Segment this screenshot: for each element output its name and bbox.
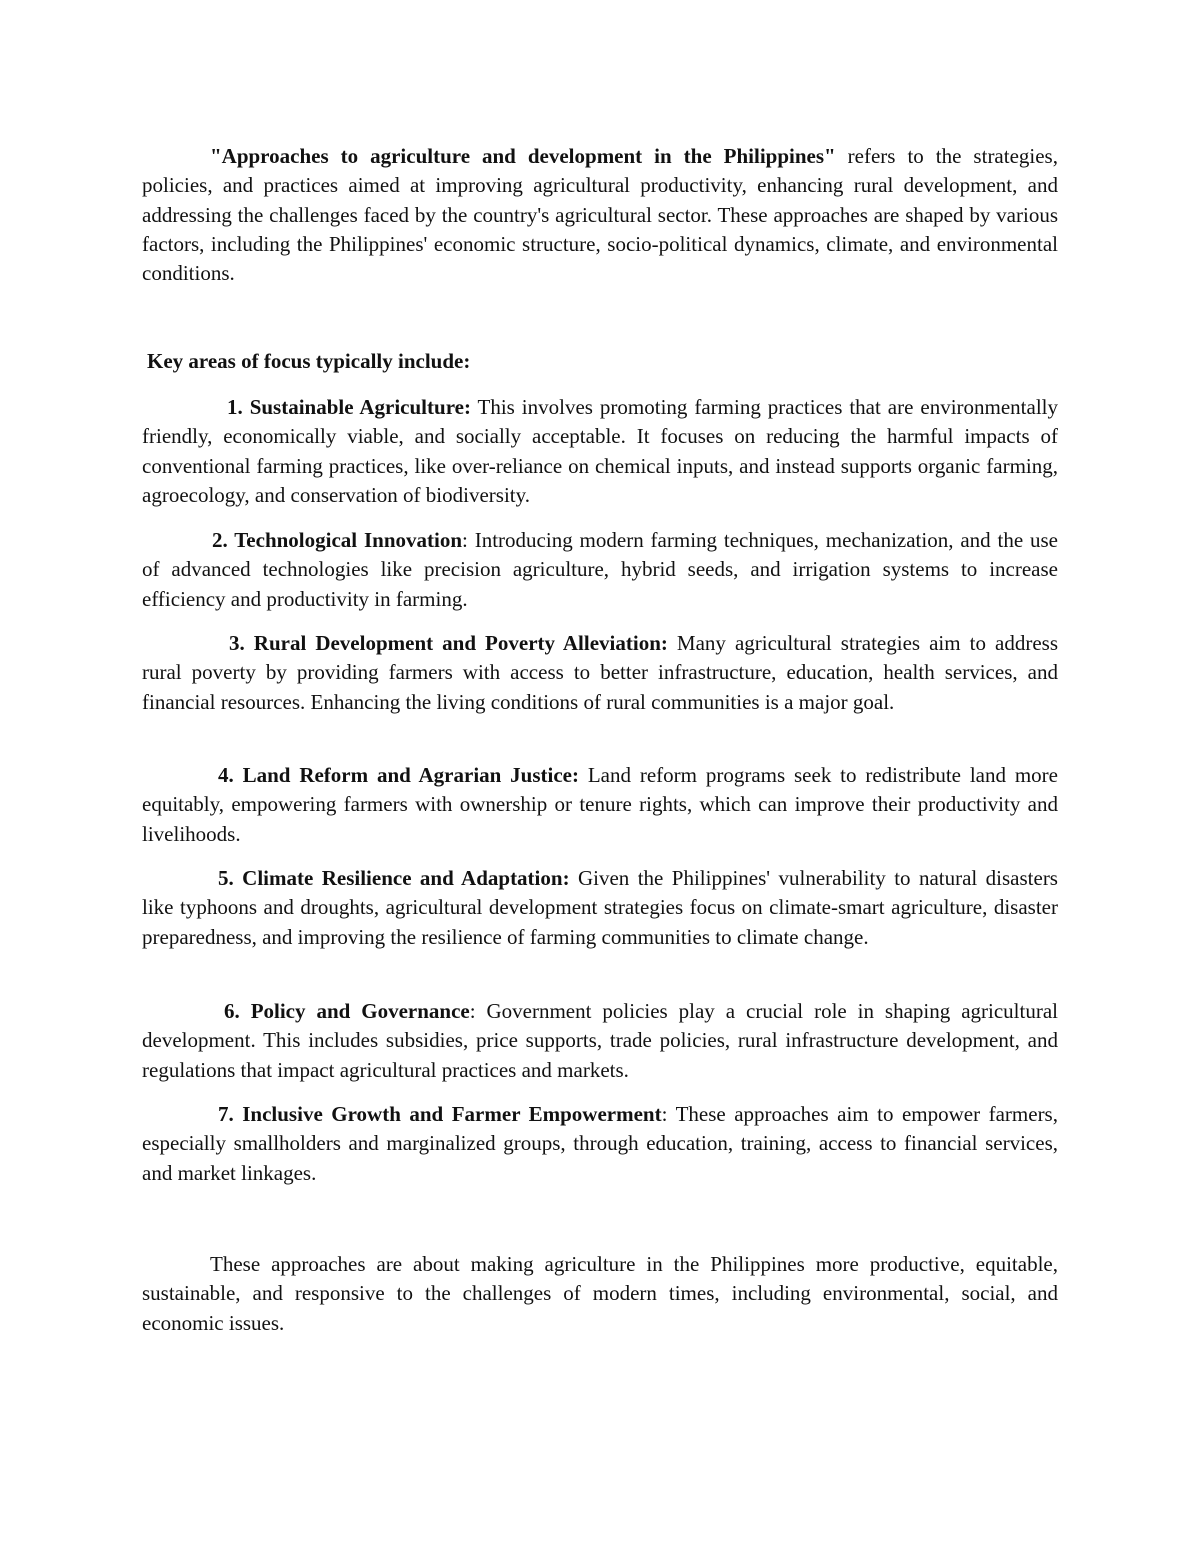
item-label: 7. Inclusive Growth and Farmer Empowerment bbox=[218, 1102, 662, 1126]
intro-text: refers to the strategies, policies, and practices aimed at improving agricultural productivity, enhancing rural development, and addressing the challenges faced by the country's agricultural sector. These approaches are shaped by various factors, including the Philippines' economic structure, socio-political dynamics, climate, and environmental conditions. bbox=[142, 144, 1058, 286]
item-text: : Government policies play a crucial role in shaping agricultural development. This includes subsidies, price supports, trade policies, rural infrastructure development, and regulations that impact agricultural practices and markets. bbox=[142, 999, 1058, 1082]
list-item-rural-development bbox=[142, 629, 1058, 717]
item-text: This involves promoting farming practices that are environmentally friendly, economically viable, and socially acceptable. It focuses on reducing the harmful impacts of conventional farming practices, like over-reliance on chemical inputs, and instead supports organic farming, agroecology, and conservation of biodiversity. bbox=[142, 395, 1059, 507]
list-item-technological-innovation bbox=[142, 526, 1058, 614]
item-text: : Introducing modern farming techniques, mechanization, and the use of advanced technologies like precision agriculture, hybrid seeds, and irrigation systems to increase efficiency and productivity in farming. bbox=[142, 528, 1059, 611]
item-label: 3. Rural Development and Poverty Alleviation: bbox=[229, 631, 668, 655]
item-text: Many agricultural strategies aim to address rural poverty by providing farmers with access to better infrastructure, education, health services, and financial resources. Enhancing the living conditions of rural communities is a major goal. bbox=[142, 631, 1058, 714]
list-item-inclusive-growth bbox=[142, 1100, 1058, 1188]
key-areas-heading: Key areas of focus typically include: bbox=[147, 349, 471, 373]
intro-paragraph bbox=[142, 142, 1058, 288]
item-label: 1. Sustainable Agriculture: bbox=[227, 395, 471, 419]
list-item-sustainable-agriculture bbox=[142, 393, 1058, 510]
item-label: 5. Climate Resilience and Adaptation: bbox=[218, 866, 570, 890]
list-item-policy-governance bbox=[142, 997, 1058, 1085]
item-label: 6. Policy and Governance bbox=[224, 999, 470, 1023]
conclusion-paragraph: These approaches are about making agriculture in the Philippines more productive, equitable, sustainable, and responsive to the challenges of modern times, including environmental, social, and economic issues. bbox=[142, 1252, 1058, 1335]
item-label: 2. Technological Innovation bbox=[212, 528, 463, 552]
intro-title: "Approaches to agriculture and development in the Philippines" bbox=[210, 144, 836, 168]
item-text: Land reform programs seek to redistribute land more equitably, empowering farmers with ownership or tenure rights, which can improve their productivity and livelihoods. bbox=[142, 763, 1058, 846]
list-item-climate-resilience bbox=[142, 864, 1058, 952]
item-text: : These approaches aim to empower farmers, especially smallholders and marginalized groups, through education, training, access to financial services, and market linkages. bbox=[142, 1102, 1058, 1185]
list-item-land-reform bbox=[142, 761, 1058, 849]
item-text: Given the Philippines' vulnerability to natural disasters like typhoons and droughts, agricultural development strategies focus on climate-smart agriculture, disaster preparedness, and improving the resilience of farming communities to climate change. bbox=[142, 866, 1058, 949]
item-label: 4. Land Reform and Agrarian Justice: bbox=[218, 763, 579, 787]
